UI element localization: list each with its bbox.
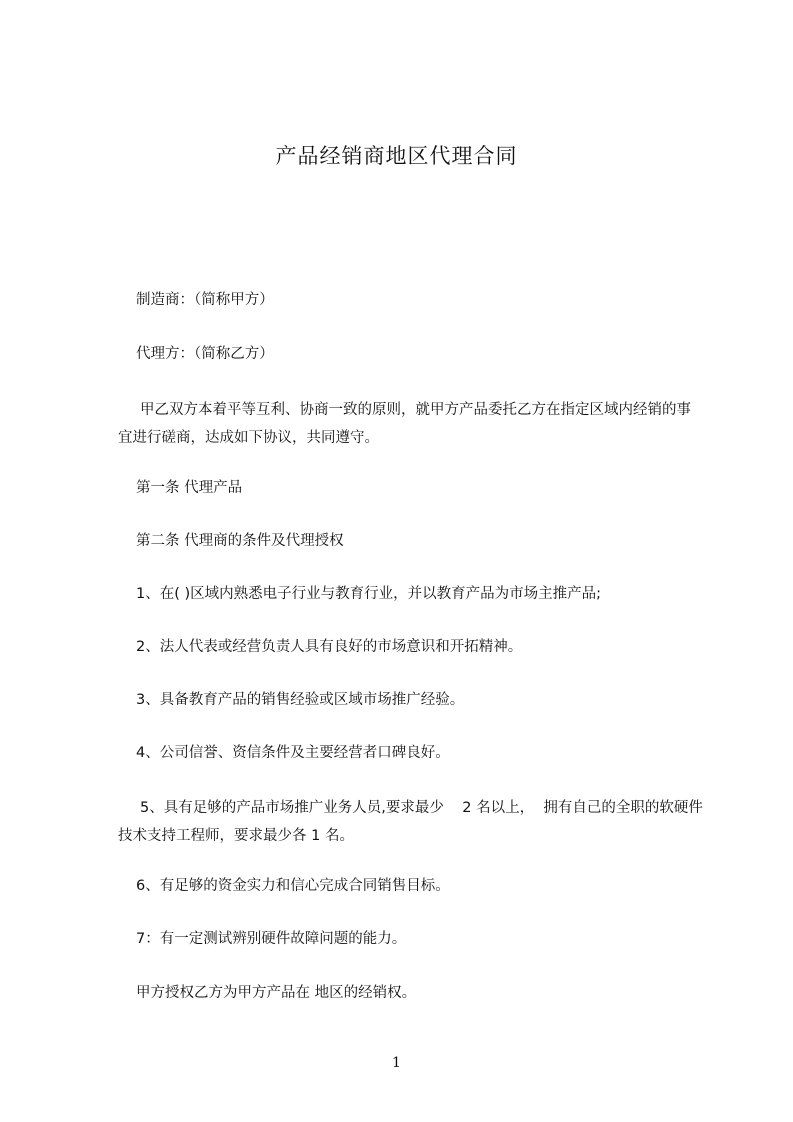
condition-item-4: 4、公司信誉、资信条件及主要经营者口碑良好。 — [136, 745, 450, 761]
authorization-clause: 甲方授权乙方为甲方产品在 地区的经销权。 — [136, 985, 417, 1001]
condition-item-5: 5、具有足够的产品市场推广业务人员,要求最少 2 名以上， 拥有自己的全职的软硬件技术支持工程师，要求最少各 1 名。 — [118, 800, 703, 844]
condition-item-3: 3、具备教育产品的销售经验或区域市场推广经验。 — [136, 692, 465, 708]
agent-line: 代理方：（简称乙方） — [136, 346, 274, 362]
document-title: 产品经销商地区代理合同 — [275, 144, 518, 168]
condition-item-6: 6、有足够的资金实力和信心完成合同销售目标。 — [136, 878, 450, 894]
manufacturer-line: 制造商：（简称甲方） — [136, 292, 274, 308]
condition-item-7: 7：有一定测试辨别硬件故障问题的能力。 — [136, 931, 407, 947]
article-2-heading: 第二条 代理商的条件及代理授权 — [136, 533, 344, 549]
article-1-heading: 第一条 代理产品 — [136, 480, 243, 496]
page-number: 1 — [392, 1055, 401, 1071]
preamble-paragraph: 甲乙双方本着平等互利、协商一致的原则，就甲方产品委托乙方在指定区域内经销的事宜进行磋商，达成如下协议，共同遵守。 — [118, 402, 691, 446]
condition-item-1: 1、在( )区域内熟悉电子行业与教育行业，并以教育产品为市场主推产品; — [136, 586, 602, 602]
condition-item-2: 2、法人代表或经营负责人具有良好的市场意识和开拓精神。 — [136, 639, 523, 655]
